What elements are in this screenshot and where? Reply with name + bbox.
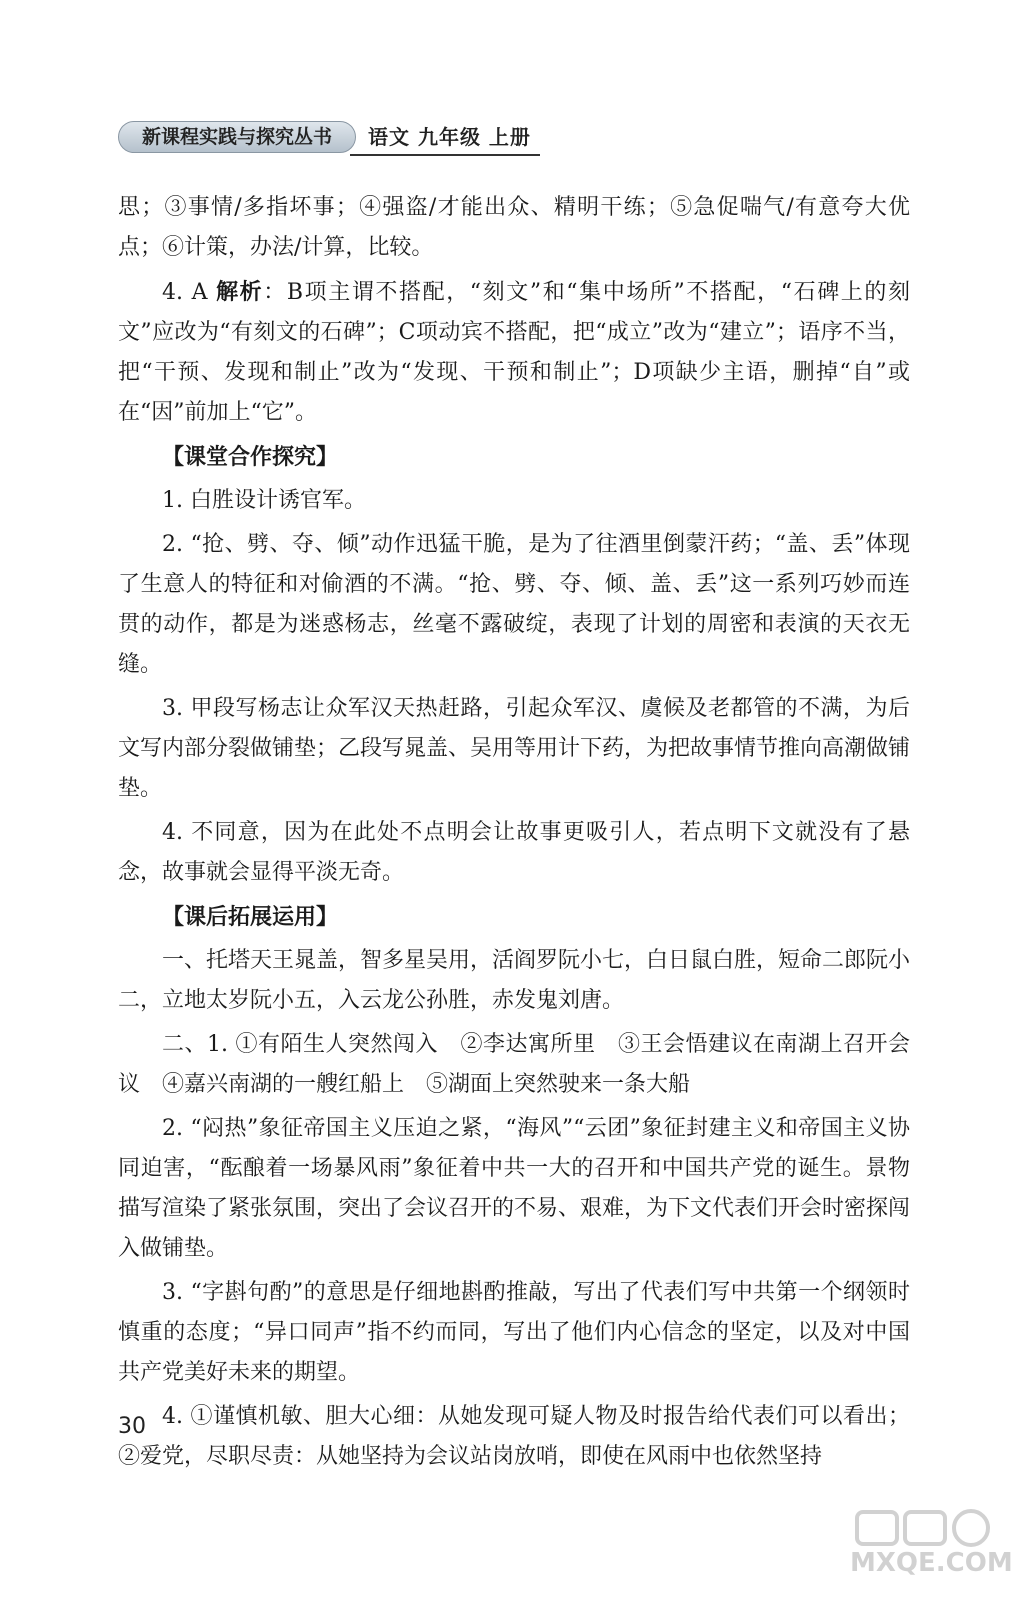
analysis-text: ：B项主谓不搭配，“刻文”和“集中场所”不搭配，“石碑上的刻文”应改为“有刻文的石碑”；C项动宾不搭配，把“成立”改为“建立”；语序不当，把“干预、发现和制止”改为“发现、干预和制止”；D项缺少主语，删掉“自”或在“因”前加上“它”。 xyxy=(118,280,910,425)
section-heading: 【课后拓展运用】 xyxy=(162,904,339,930)
analysis-label: 解析 xyxy=(216,279,264,305)
header-divider xyxy=(350,154,540,156)
answer-paragraph: 3. 甲段写杨志让众军汉天热赶路，引起众军汉、虞候及老都管的不满，为后文写内部分裂做铺垫；乙段写晁盖、吴用等用计下药，为把故事情节推向高潮做铺垫。 xyxy=(118,696,911,801)
watermark-text: MXQE.COM xyxy=(850,1548,1013,1578)
answer-paragraph xyxy=(118,272,910,433)
answer-paragraph: 1. 白胜设计诱官军。 xyxy=(162,488,366,513)
question-number: 4. A xyxy=(162,280,217,305)
page-number: 30 xyxy=(118,1414,146,1439)
answer-paragraph: 一、托塔天王晁盖，智多星吴用，活阎罗阮小七，白日鼠白胜，短命二郎阮小二，立地太岁阮小五，入云龙公孙胜，赤发鬼刘唐。 xyxy=(118,948,911,1013)
answer-paragraph: 思；③事情/多指坏事；④强盗/才能出众、精明干练；⑤急促喘气/有意夸大优点；⑥计策，办法/计算，比较。 xyxy=(118,195,910,260)
watermark xyxy=(850,1508,1013,1590)
answer-paragraph: 二、1. ①有陌生人突然闯入 ②李达寓所里 ③王会悟建议在南湖上召开会议 ④嘉兴南湖的一艘红船上 ⑤湖面上突然驶来一条大船 xyxy=(118,1032,910,1097)
answer-content xyxy=(118,188,910,1481)
subject-grade-label: 语文 九年级 上册 xyxy=(368,125,531,149)
answer-paragraph: 3. “字斟句酌”的意思是仔细地斟酌推敲，写出了代表们写中共第一个纲领时慎重的态度；“异口同声”指不约而同，写出了他们内心信念的坚定，以及对中国共产党美好未来的期望。 xyxy=(118,1280,910,1385)
answer-paragraph: 2. “抢、劈、夺、倾”动作迅猛干脆，是为了往酒里倒蒙汗药；“盖、丢”体现了生意人的特征和对偷酒的不满。“抢、劈、夺、倾、盖、丢”这一系列巧妙而连贯的动作，都是为迷惑杨志，丝毫不露破绽，表现了计划的周密和表演的天衣无缝。 xyxy=(118,532,910,677)
watermark-logo-icon xyxy=(855,1508,995,1548)
answer-paragraph: 4. ①谨慎机敏、胆大心细：从她发现可疑人物及时报告给代表们可以看出；②爱党，尽职尽责：从她坚持为会议站岗放哨，即使在风雨中也依然坚持 xyxy=(118,1404,910,1469)
page-header xyxy=(118,118,540,158)
answer-paragraph: 4. 不同意，因为在此处不点明会让故事更吸引人，若点明下文就没有了悬念，故事就会显得平淡无奇。 xyxy=(118,820,910,885)
answer-paragraph: 2. “闷热”象征帝国主义压迫之紧，“海风”“云团”象征封建主义和帝国主义协同迫害，“酝酿着一场暴风雨”象征着中共一大的召开和中国共产党的诞生。景物描写渲染了紧张氛围，突出了会议召开的不易、艰难，为下文代表们开会时密探闯入做铺垫。 xyxy=(118,1116,911,1261)
section-heading: 【课堂合作探究】 xyxy=(162,444,339,470)
series-title-badge: 新课程实践与探究丛书 xyxy=(118,121,356,153)
